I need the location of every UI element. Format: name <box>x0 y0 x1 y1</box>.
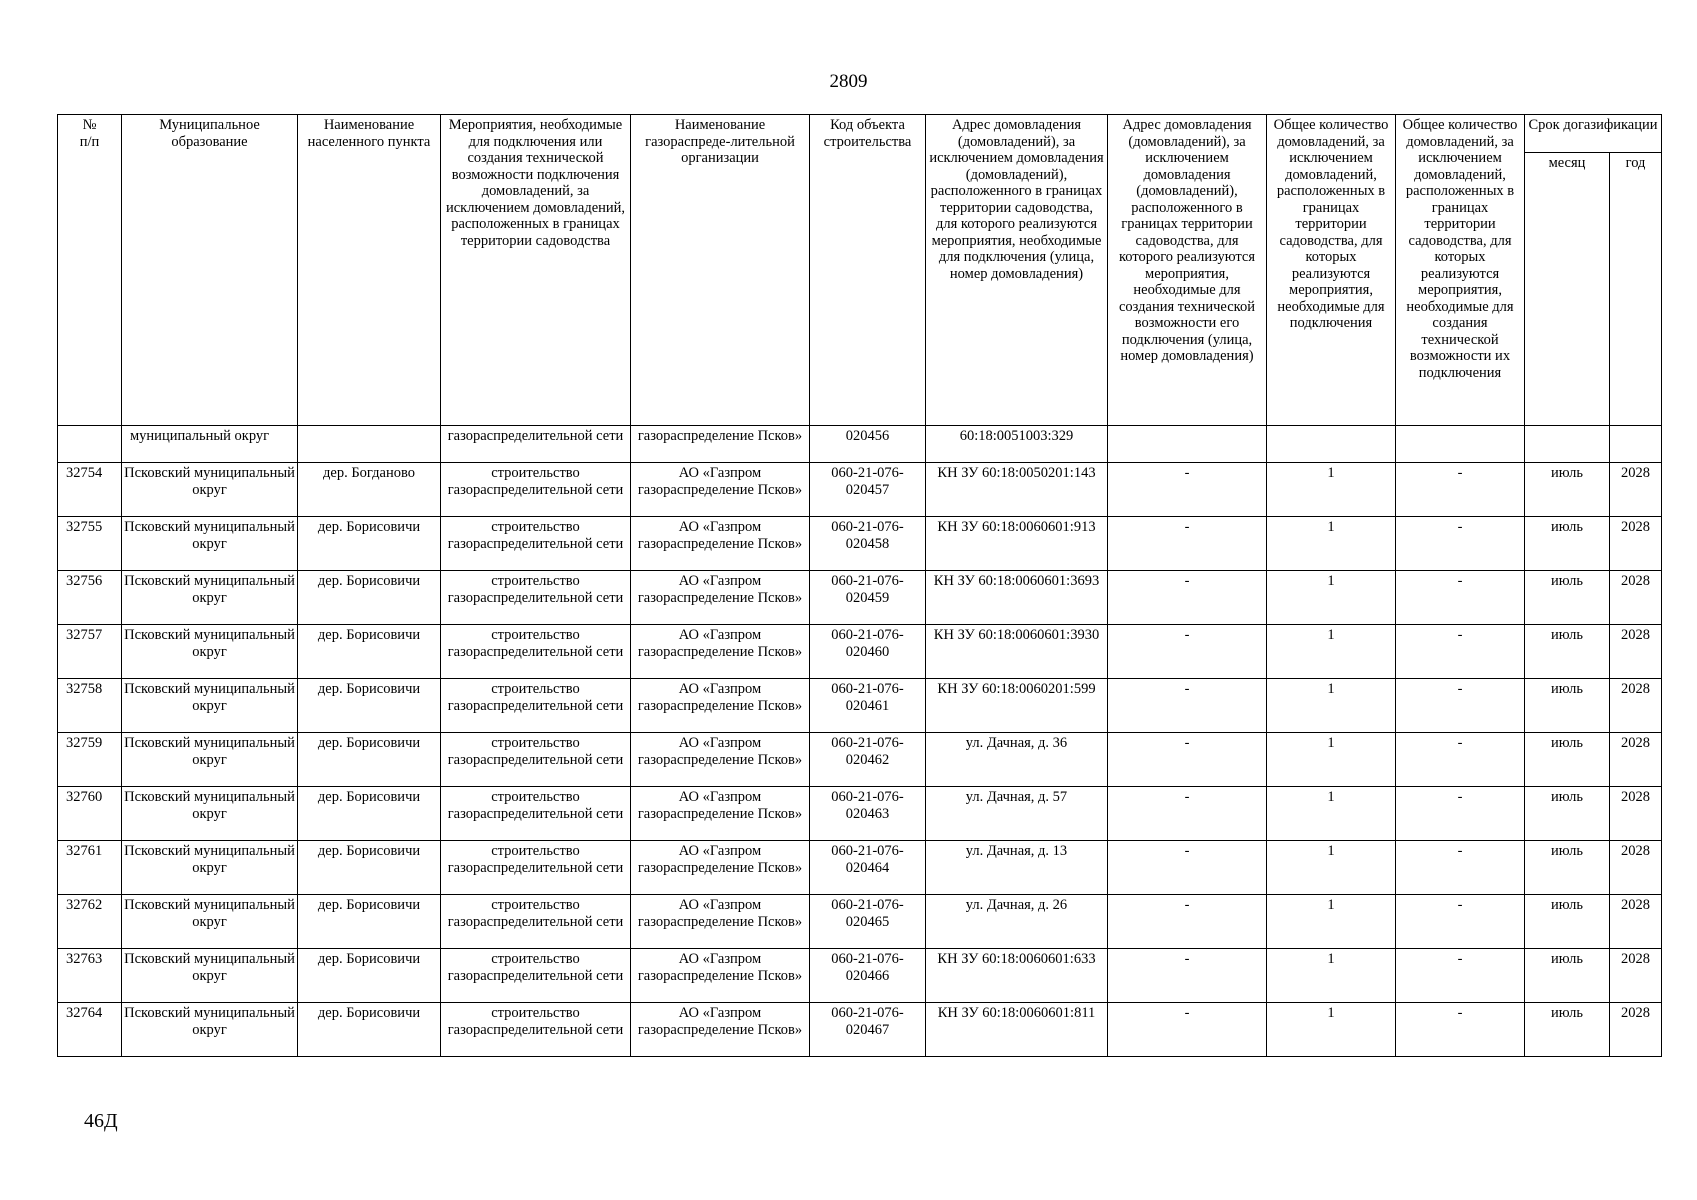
cell-gas-org: АО «Газпром газораспределение Псков» <box>631 841 810 895</box>
table-row <box>58 949 1662 1003</box>
header-object-code: Код объекта строительства <box>810 115 926 426</box>
cell-address-tech: - <box>1108 517 1267 571</box>
cell-total-tech <box>1396 426 1525 463</box>
gasification-table <box>57 114 1662 1057</box>
cell-address-tech: - <box>1108 895 1267 949</box>
cell-total-tech: - <box>1396 517 1525 571</box>
cell-address-connect: КН ЗУ 60:18:0060601:3930 <box>926 625 1108 679</box>
cell-address-tech: - <box>1108 571 1267 625</box>
cell-year: 2028 <box>1610 679 1662 733</box>
cell-address-tech: - <box>1108 463 1267 517</box>
header-municipality: Муниципальное образование <box>122 115 298 426</box>
cell-total-tech: - <box>1396 733 1525 787</box>
cell-month: июль <box>1525 949 1610 1003</box>
cell-num: 32760 <box>58 787 122 841</box>
cell-total-tech: - <box>1396 949 1525 1003</box>
header-deadline: Срок догазификации <box>1525 115 1662 153</box>
cell-municipality: Псковский муниципальный округ <box>122 787 298 841</box>
table-header-row <box>58 115 1662 153</box>
cell-year: 2028 <box>1610 571 1662 625</box>
cell-object-code: 060-21-076-020465 <box>810 895 926 949</box>
cell-total-connect: 1 <box>1267 463 1396 517</box>
cell-total-tech: - <box>1396 895 1525 949</box>
cell-month: июль <box>1525 517 1610 571</box>
cell-measures: строительство газораспределительной сети <box>441 517 631 571</box>
cell-settlement: дер. Борисовичи <box>298 841 441 895</box>
cell-address-connect: КН ЗУ 60:18:0060201:599 <box>926 679 1108 733</box>
table-row <box>58 895 1662 949</box>
cell-month: июль <box>1525 787 1610 841</box>
cell-municipality: Псковский муниципальный округ <box>122 841 298 895</box>
cell-month: июль <box>1525 1003 1610 1057</box>
cell-municipality: Псковский муниципальный округ <box>122 733 298 787</box>
cell-address-connect: ул. Дачная, д. 26 <box>926 895 1108 949</box>
cell-settlement: дер. Борисовичи <box>298 625 441 679</box>
cell-num: 32762 <box>58 895 122 949</box>
cell-gas-org: АО «Газпром газораспределение Псков» <box>631 679 810 733</box>
cell-gas-org: АО «Газпром газораспределение Псков» <box>631 895 810 949</box>
cell-num: 32758 <box>58 679 122 733</box>
cell-total-connect: 1 <box>1267 841 1396 895</box>
header-gas-org: Наименование газораспреде-лительной организации <box>631 115 810 426</box>
table-row <box>58 841 1662 895</box>
cell-total-connect: 1 <box>1267 517 1396 571</box>
cell-measures: строительство газораспределительной сети <box>441 463 631 517</box>
header-total-connect: Общее количество домовладений, за исключением домовладений, расположенных в границах территории садоводства, для которых реализуются мероприятия, необходимые для подключения <box>1267 115 1396 426</box>
cell-settlement: дер. Борисовичи <box>298 571 441 625</box>
table-row <box>58 787 1662 841</box>
cell-num: 32759 <box>58 733 122 787</box>
cell-municipality: Псковский муниципальный округ <box>122 625 298 679</box>
cell-municipality: Псковский муниципальный округ <box>122 571 298 625</box>
page-number: 2809 <box>829 71 868 92</box>
cell-num: 32764 <box>58 1003 122 1057</box>
cell-settlement: дер. Борисовичи <box>298 733 441 787</box>
cell-month: июль <box>1525 733 1610 787</box>
cell-total-tech: - <box>1396 787 1525 841</box>
cell-measures: строительство газораспределительной сети <box>441 571 631 625</box>
cell-address-connect: КН ЗУ 60:18:0060601:3693 <box>926 571 1108 625</box>
table-row <box>58 571 1662 625</box>
cell-num <box>58 426 122 463</box>
header-address-connect: Адрес домовладения (домовладений), за исключением домовладения (домовладений), расположенного в границах территории садоводства, для которого реализуются мероприятия, необходимые для подключения (улица, номер домовладения) <box>926 115 1108 426</box>
cell-total-tech: - <box>1396 841 1525 895</box>
header-num: № п/п <box>58 115 122 426</box>
cell-address-tech: - <box>1108 787 1267 841</box>
cell-object-code: 060-21-076-020459 <box>810 571 926 625</box>
cell-municipality: Псковский муниципальный округ <box>122 463 298 517</box>
cell-year <box>1610 426 1662 463</box>
cell-month: июль <box>1525 625 1610 679</box>
cell-gas-org: АО «Газпром газораспределение Псков» <box>631 1003 810 1057</box>
table-row <box>58 1003 1662 1057</box>
cell-year: 2028 <box>1610 1003 1662 1057</box>
cell-total-connect: 1 <box>1267 1003 1396 1057</box>
cell-address-tech: - <box>1108 679 1267 733</box>
cell-object-code: 060-21-076-020460 <box>810 625 926 679</box>
cell-address-tech: - <box>1108 841 1267 895</box>
cell-address-tech: - <box>1108 1003 1267 1057</box>
cell-month: июль <box>1525 679 1610 733</box>
cell-gas-org: АО «Газпром газораспределение Псков» <box>631 625 810 679</box>
table-body <box>58 463 1662 1057</box>
cell-measures: строительство газораспределительной сети <box>441 625 631 679</box>
cell-object-code: 060-21-076-020466 <box>810 949 926 1003</box>
cell-address-connect: КН ЗУ 60:18:0060601:811 <box>926 1003 1108 1057</box>
cell-year: 2028 <box>1610 949 1662 1003</box>
cell-address-connect: ул. Дачная, д. 36 <box>926 733 1108 787</box>
cell-gas-org: АО «Газпром газораспределение Псков» <box>631 787 810 841</box>
header-year: год <box>1610 153 1662 426</box>
cell-num: 32756 <box>58 571 122 625</box>
cell-measures: строительство газораспределительной сети <box>441 949 631 1003</box>
table-row <box>58 733 1662 787</box>
header-month: месяц <box>1525 153 1610 426</box>
cell-total-connect: 1 <box>1267 679 1396 733</box>
cell-total-connect: 1 <box>1267 787 1396 841</box>
cell-total-connect <box>1267 426 1396 463</box>
cell-address-tech: - <box>1108 625 1267 679</box>
cell-municipality: Псковский муниципальный округ <box>122 679 298 733</box>
cell-address-tech <box>1108 426 1267 463</box>
cell-object-code: 060-21-076-020461 <box>810 679 926 733</box>
header-measures: Мероприятия, необходимые для подключения или создания технической возможности подключения домовладений, за исключением домовладений, расположенных в границах территории садоводства <box>441 115 631 426</box>
cell-settlement: дер. Борисовичи <box>298 679 441 733</box>
cell-settlement: дер. Богданово <box>298 463 441 517</box>
cell-address-connect: КН ЗУ 60:18:0060601:633 <box>926 949 1108 1003</box>
cell-year: 2028 <box>1610 841 1662 895</box>
cell-measures: строительство газораспределительной сети <box>441 1003 631 1057</box>
cell-settlement: дер. Борисовичи <box>298 1003 441 1057</box>
cell-year: 2028 <box>1610 517 1662 571</box>
cell-municipality: Псковский муниципальный округ <box>122 895 298 949</box>
table-row <box>58 463 1662 517</box>
cell-year: 2028 <box>1610 733 1662 787</box>
cell-gas-org: АО «Газпром газораспределение Псков» <box>631 517 810 571</box>
table-row <box>58 625 1662 679</box>
cell-measures: строительство газораспределительной сети <box>441 733 631 787</box>
cell-address-connect: ул. Дачная, д. 13 <box>926 841 1108 895</box>
cell-object-code: 060-21-076-020467 <box>810 1003 926 1057</box>
cell-month: июль <box>1525 571 1610 625</box>
cell-object-code: 060-21-076-020458 <box>810 517 926 571</box>
table-row <box>58 679 1662 733</box>
continuation-row <box>58 426 1662 463</box>
cell-month: июль <box>1525 841 1610 895</box>
header-settlement: Наименование населенного пункта <box>298 115 441 426</box>
cell-month: июль <box>1525 895 1610 949</box>
cell-total-connect: 1 <box>1267 895 1396 949</box>
cell-address-tech: - <box>1108 733 1267 787</box>
cell-object-code: 060-21-076-020462 <box>810 733 926 787</box>
cell-object-code: 060-21-076-020464 <box>810 841 926 895</box>
cell-measures: строительство газораспределительной сети <box>441 787 631 841</box>
cell-total-connect: 1 <box>1267 733 1396 787</box>
cell-total-tech: - <box>1396 625 1525 679</box>
cell-gas-org: газораспределение Псков» <box>631 426 810 463</box>
cell-measures: строительство газораспределительной сети <box>441 679 631 733</box>
cell-settlement: дер. Борисовичи <box>298 517 441 571</box>
cell-num: 32761 <box>58 841 122 895</box>
cell-num: 32763 <box>58 949 122 1003</box>
cell-address-connect: КН ЗУ 60:18:0060601:913 <box>926 517 1108 571</box>
cell-year: 2028 <box>1610 895 1662 949</box>
cell-num: 32754 <box>58 463 122 517</box>
cell-year: 2028 <box>1610 787 1662 841</box>
cell-address-connect: КН ЗУ 60:18:0050201:143 <box>926 463 1108 517</box>
cell-municipality: Псковский муниципальный округ <box>122 517 298 571</box>
cell-settlement: дер. Борисовичи <box>298 949 441 1003</box>
footer-code: 46Д <box>84 1110 118 1132</box>
cell-gas-org: АО «Газпром газораспределение Псков» <box>631 463 810 517</box>
cell-measures: строительство газораспределительной сети <box>441 841 631 895</box>
cell-total-connect: 1 <box>1267 625 1396 679</box>
cell-settlement: дер. Борисовичи <box>298 895 441 949</box>
table-row <box>58 517 1662 571</box>
cell-year: 2028 <box>1610 463 1662 517</box>
header-total-tech: Общее количество домовладений, за исключением домовладений, расположенных в границах территории садоводства, для которых реализуются мероприятия, необходимые для создания технической возможности их подключения <box>1396 115 1525 426</box>
cell-num: 32757 <box>58 625 122 679</box>
cell-address-connect: 60:18:0051003:329 <box>926 426 1108 463</box>
cell-total-tech: - <box>1396 679 1525 733</box>
cell-object-code: 020456 <box>810 426 926 463</box>
cell-gas-org: АО «Газпром газораспределение Псков» <box>631 733 810 787</box>
cell-num: 32755 <box>58 517 122 571</box>
cell-address-tech: - <box>1108 949 1267 1003</box>
cell-settlement <box>298 426 441 463</box>
cell-settlement: дер. Борисовичи <box>298 787 441 841</box>
cell-total-connect: 1 <box>1267 571 1396 625</box>
cell-address-connect: ул. Дачная, д. 57 <box>926 787 1108 841</box>
header-address-tech: Адрес домовладения (домовладений), за исключением домовладения (домовладений), расположенного в границах территории садоводства, для которого реализуются мероприятия, необходимые для создания технической возможности его подключения (улица, номер домовладения) <box>1108 115 1267 426</box>
cell-measures: строительство газораспределительной сети <box>441 895 631 949</box>
cell-object-code: 060-21-076-020463 <box>810 787 926 841</box>
cell-total-tech: - <box>1396 1003 1525 1057</box>
cell-object-code: 060-21-076-020457 <box>810 463 926 517</box>
cell-month: июль <box>1525 463 1610 517</box>
cell-municipality: Псковский муниципальный округ <box>122 949 298 1003</box>
cell-total-tech: - <box>1396 571 1525 625</box>
cell-month <box>1525 426 1610 463</box>
cell-gas-org: АО «Газпром газораспределение Псков» <box>631 949 810 1003</box>
cell-municipality: муниципальный округ <box>122 426 298 463</box>
cell-year: 2028 <box>1610 625 1662 679</box>
cell-total-connect: 1 <box>1267 949 1396 1003</box>
cell-gas-org: АО «Газпром газораспределение Псков» <box>631 571 810 625</box>
cell-total-tech: - <box>1396 463 1525 517</box>
cell-measures: газораспределительной сети <box>441 426 631 463</box>
cell-municipality: Псковский муниципальный округ <box>122 1003 298 1057</box>
